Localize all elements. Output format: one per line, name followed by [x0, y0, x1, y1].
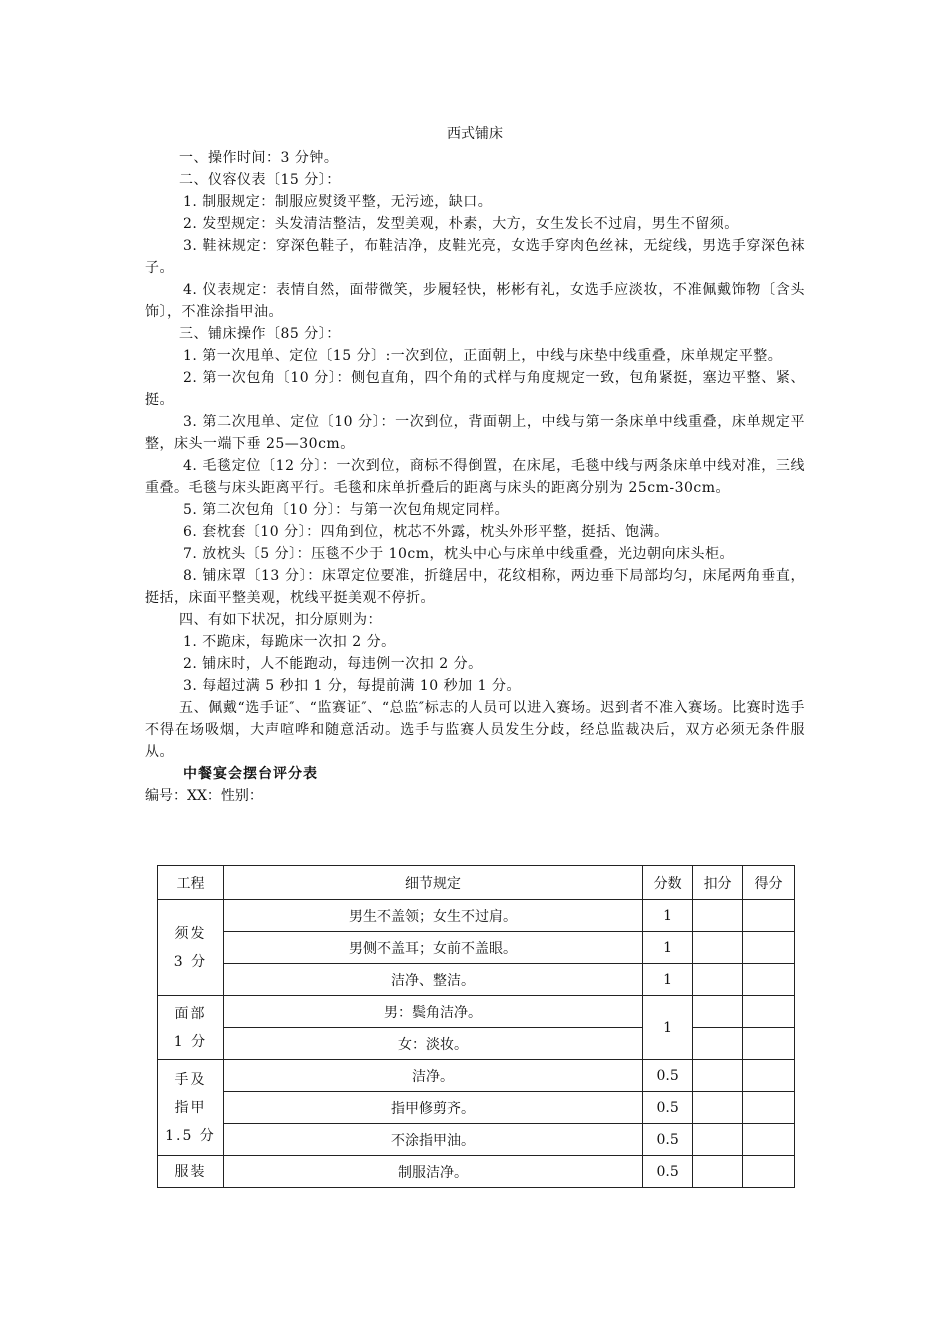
deduction-cell [693, 996, 743, 1028]
table-row [158, 996, 795, 1028]
result-cell [743, 1092, 795, 1124]
deduction-cell [693, 1060, 743, 1092]
section-5: 五、佩戴“选手证″、“监赛证″、“总监″标志的人员可以进入赛场。迟到者不准入赛场。比赛时选手不得在场吸烟，大声喧哗和随意活动。选手与监赛人员发生分歧，经总监裁决后，双方必须无条件服从。 [145, 700, 805, 760]
detail-cell: 男：鬓角洁净。 [223, 996, 642, 1028]
page-title: 西式铺床 [447, 126, 503, 142]
section-2-heading: 二、仪容仪表〔15 分〕： [179, 172, 341, 188]
score-cell: 0.5 [643, 1092, 693, 1124]
deduction-cell [693, 900, 743, 932]
score-cell: 0.5 [643, 1124, 693, 1156]
table-row [158, 1092, 795, 1124]
deduction-cell [693, 1124, 743, 1156]
detail-cell: 男生不盖领；女生不过肩。 [223, 900, 642, 932]
section-2-item-3: 3. 鞋袜规定：穿深色鞋子，布鞋洁净，皮鞋光亮，女选手穿肉色丝袜，无绽线，男选手穿深色袜子。 [145, 238, 805, 276]
score-cell: 0.5 [643, 1156, 693, 1188]
section-3-item-6: 6. 套枕套〔10 分〕：四角到位，枕芯不外露，枕头外形平整，挺括、饱满。 [183, 524, 669, 540]
meta-line: 编号：XX：性别： [145, 788, 263, 804]
result-cell [743, 964, 795, 996]
result-cell [743, 1028, 795, 1060]
result-cell [743, 1124, 795, 1156]
section-2-item-4: 4. 仪表规定：表情自然，面带微笑，步履轻快，彬彬有礼，女选手应淡妆，不准佩戴饰物〔含头饰〕，不准涂指甲油。 [145, 282, 805, 320]
result-cell [743, 932, 795, 964]
score-cell: 1 [643, 996, 693, 1060]
detail-cell: 洁净、整洁。 [223, 964, 642, 996]
header-score: 分数 [643, 866, 693, 900]
table-row [158, 900, 795, 932]
deduction-cell [693, 932, 743, 964]
section-3-item-2: 2. 第一次包角〔10 分〕：侧包直角，四个角的式样与角度规定一致，包角紧挺，塞边平整、紧、挺。 [145, 370, 805, 408]
result-cell [743, 900, 795, 932]
project-cell: 面部 1 分 [158, 996, 224, 1060]
section-3-item-1: 1. 第一次甩单、定位〔15 分〕:一次到位，正面朝上，中线与床垫中线重叠，床单规定平整。 [183, 348, 783, 364]
section-2-item-1: 1. 制服规定：制服应熨烫平整，无污迹，缺口。 [183, 194, 493, 210]
header-detail: 细节规定 [223, 866, 642, 900]
result-cell [743, 1156, 795, 1188]
project-cell: 手及 指甲 1.5 分 [158, 1060, 224, 1156]
table-row [158, 1060, 795, 1092]
deduction-cell [693, 1028, 743, 1060]
table-title: 中餐宴会摆台评分表 [183, 766, 318, 782]
deduction-cell [693, 1156, 743, 1188]
score-table [157, 865, 795, 1188]
score-cell: 1 [643, 900, 693, 932]
result-cell [743, 996, 795, 1028]
detail-cell: 制服洁净。 [223, 1156, 642, 1188]
document-body [145, 123, 805, 807]
section-4-item-1: 1. 不跪床，每跪床一次扣 2 分。 [183, 634, 396, 650]
table-row [158, 932, 795, 964]
score-cell: 0.5 [643, 1060, 693, 1092]
section-4-heading: 四、有如下状况，扣分原则为： [179, 612, 382, 628]
table-row [158, 1124, 795, 1156]
section-1: 一、操作时间：3 分钟。 [179, 150, 339, 166]
project-cell: 须发 3 分 [158, 900, 224, 996]
project-cell: 服装 [158, 1156, 224, 1188]
section-3-item-3: 3. 第二次甩单、定位〔10 分〕：一次到位，背面朝上，中线与第一条床单中线重叠，床单规定平整，床头一端下垂 25—30cm。 [145, 414, 805, 452]
table-row [158, 964, 795, 996]
header-result: 得分 [743, 866, 795, 900]
section-3-item-4: 4. 毛毯定位〔12 分〕：一次到位，商标不得倒置，在床尾，毛毯中线与两条床单中线对准，三线重叠。毛毯与床头距离平行。毛毯和床单折叠后的距离与床头的距离分别为 25cm-30cm。 [145, 458, 805, 496]
section-3-item-8: 8. 铺床罩〔13 分〕：床罩定位要准，折缝居中，花纹相称，两边垂下局部均匀，床尾两角垂直，挺括，床面平整美观，枕线平挺美观不停折。 [145, 568, 805, 606]
section-3-item-5: 5. 第二次包角〔10 分〕：与第一次包角规定同样。 [183, 502, 510, 518]
table-row [158, 1028, 795, 1060]
header-deduction: 扣分 [693, 866, 743, 900]
detail-cell: 洁净。 [223, 1060, 642, 1092]
section-4-item-2: 2. 铺床时，人不能跑动，每违例一次扣 2 分。 [183, 656, 483, 672]
detail-cell: 女：淡妆。 [223, 1028, 642, 1060]
header-project: 工程 [158, 866, 224, 900]
score-cell: 1 [643, 932, 693, 964]
detail-cell: 指甲修剪齐。 [223, 1092, 642, 1124]
detail-cell: 男侧不盖耳；女前不盖眼。 [223, 932, 642, 964]
deduction-cell [693, 964, 743, 996]
result-cell [743, 1060, 795, 1092]
deduction-cell [693, 1092, 743, 1124]
score-cell: 1 [643, 964, 693, 996]
section-4-item-3: 3. 每超过满 5 秒扣 1 分，每提前满 10 秒加 1 分。 [183, 678, 521, 694]
section-3-item-7: 7. 放枕头〔5 分〕：压毯不少于 10cm，枕头中心与床单中线重叠，光边朝向床头柜。 [183, 546, 735, 562]
detail-cell: 不涂指甲油。 [223, 1124, 642, 1156]
table-row [158, 1156, 795, 1188]
table-header-row [158, 866, 795, 900]
section-2-item-2: 2. 发型规定：头发清洁整洁，发型美观，朴素，大方，女生发长不过肩，男生不留须。 [183, 216, 739, 232]
section-3-heading: 三、铺床操作〔85 分〕： [179, 326, 341, 342]
